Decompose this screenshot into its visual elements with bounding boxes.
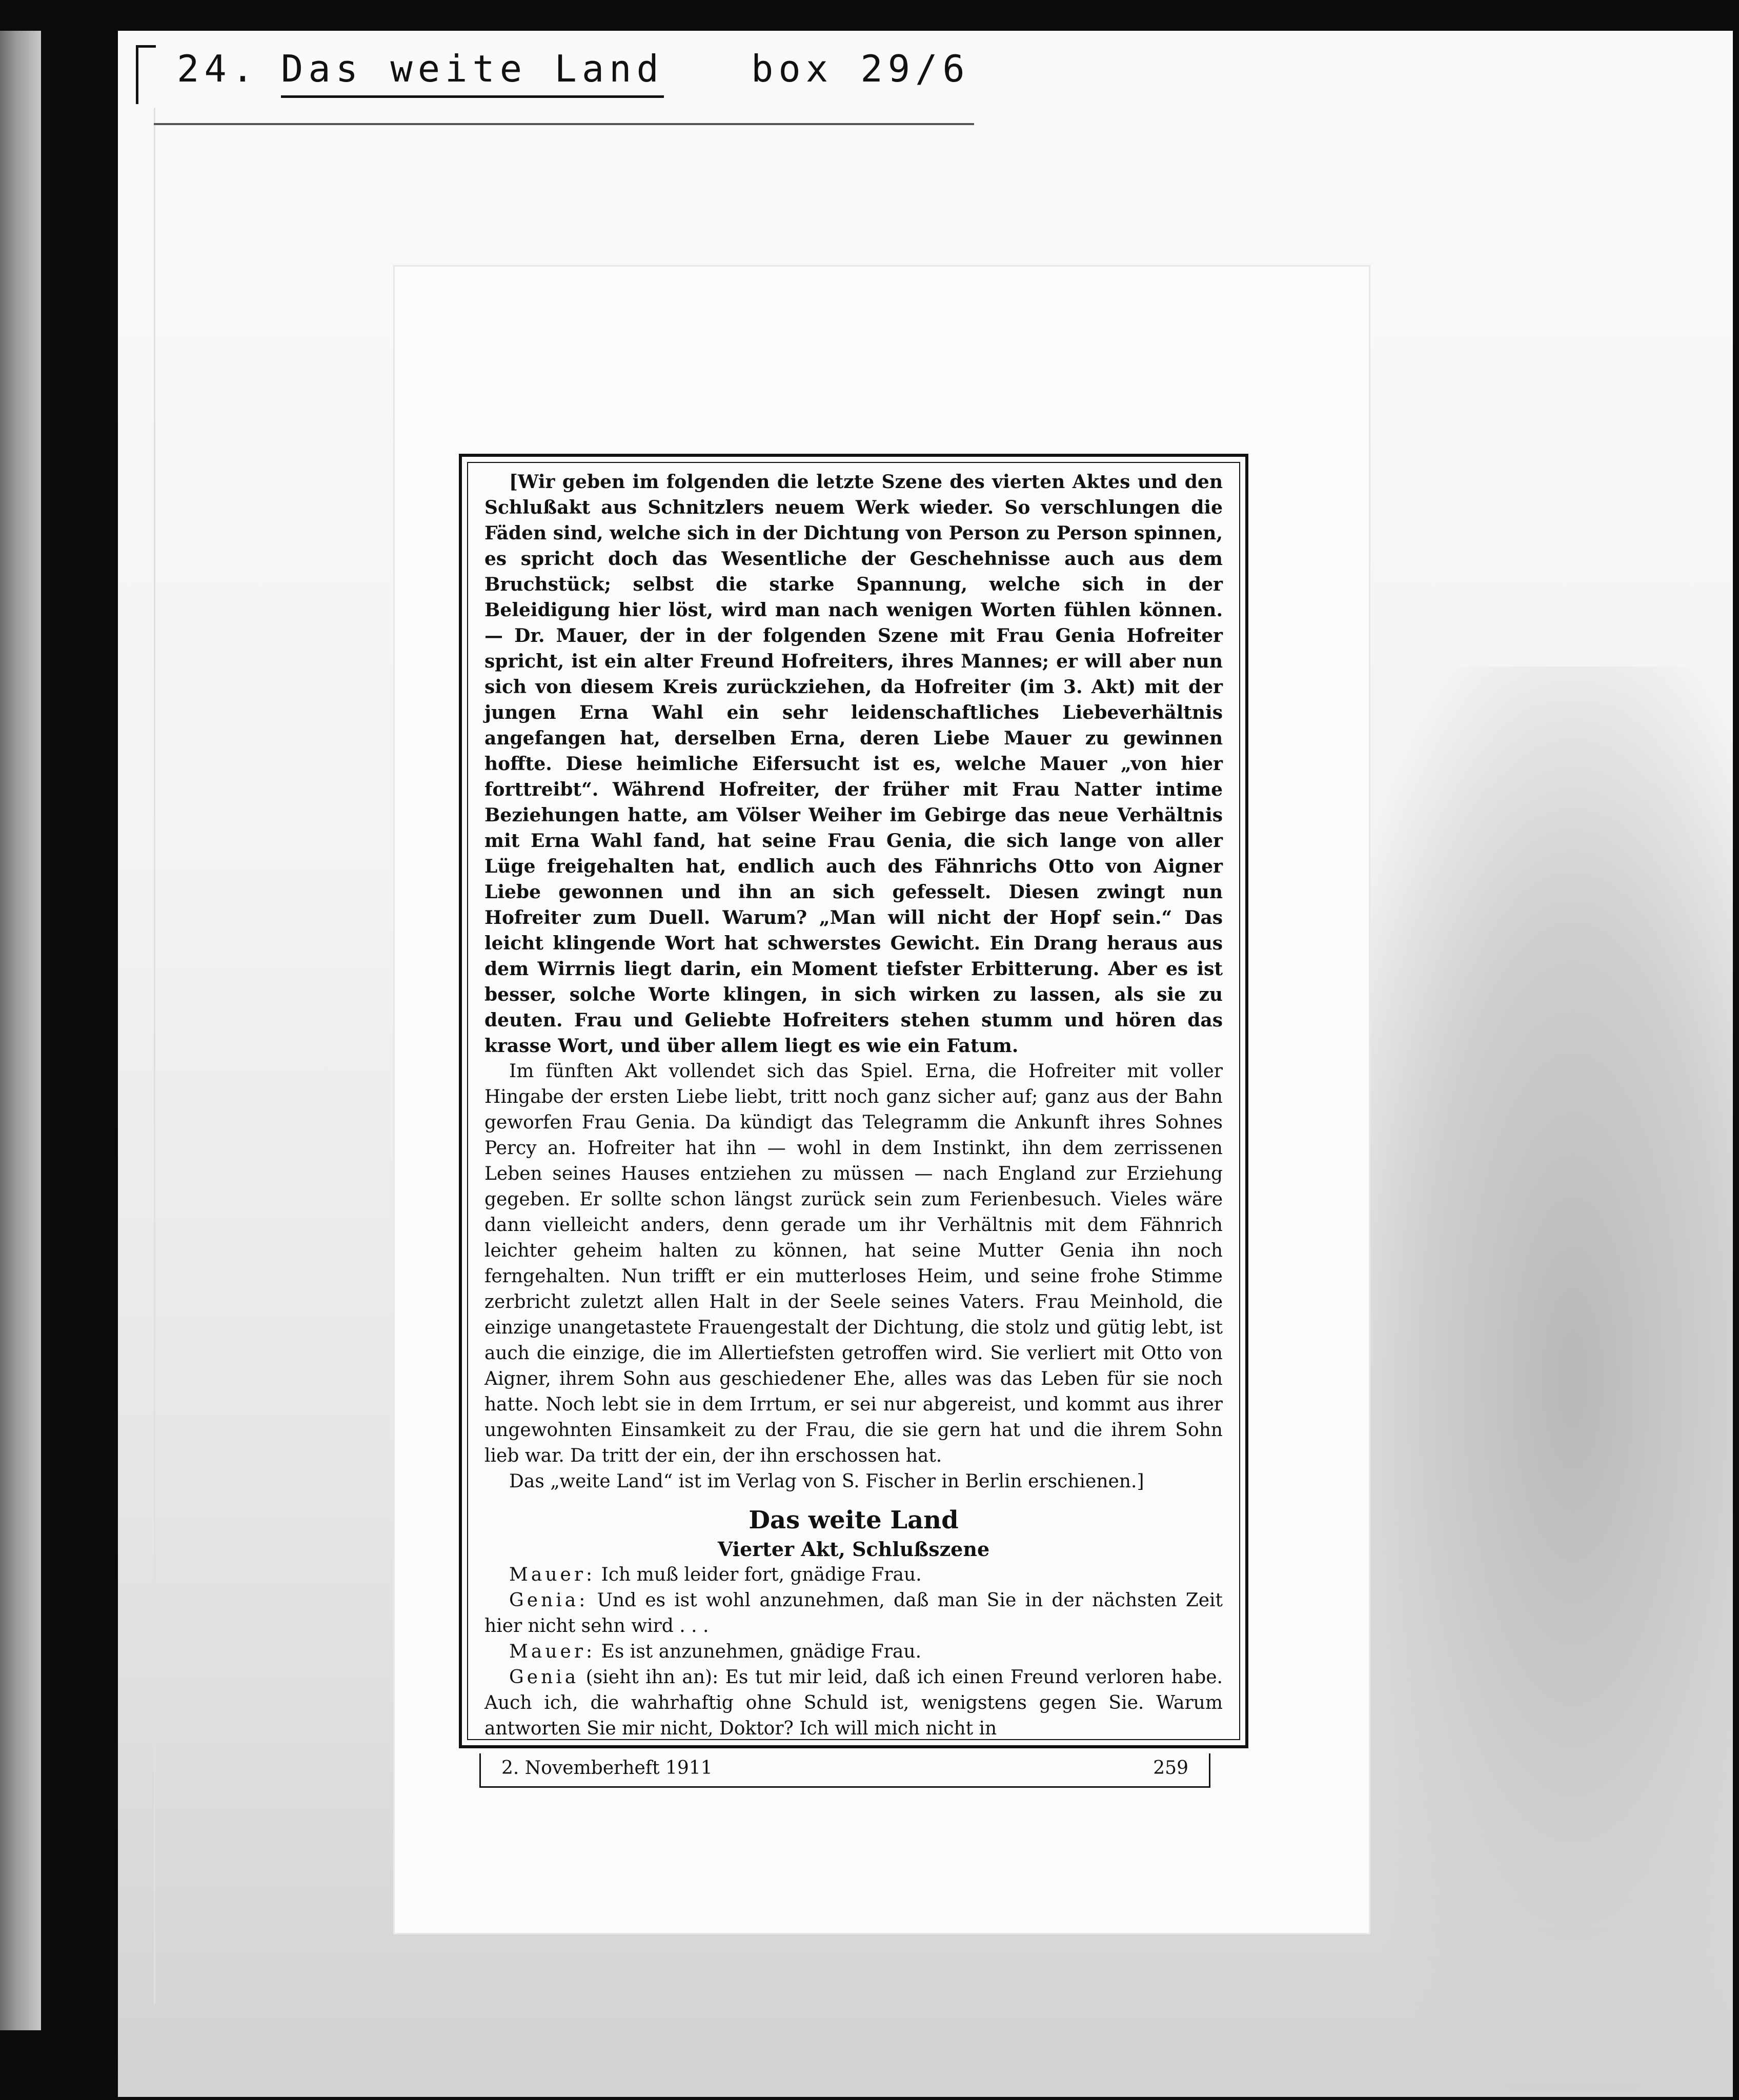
dialogue-line: [484, 1562, 1223, 1588]
box-label: box 29/6: [751, 47, 970, 90]
adjacent-page-scrap: [0, 31, 41, 2030]
intro-paragraph: Im fünften Akt vollendet sich das Spiel. Erna, die Hofreiter mit voller Hingabe der ersten Liebe liebt, tritt noch ganz sicher auf; ganz aus der Bahn geworfen Frau Genia. Da kündigt das Telegramm die Ankunft ihres Sohnes Percy an. Hofreiter hat ihn — wohl in dem Instinkt, ihn dem zerrissenen Leben seines Hauses entziehen zu müssen — nach England zur Erziehung gegeben. Er sollte schon längst zurück sein zum Ferienbesuch. Vieles wäre dann vielleicht anders, denn gerade um ihr Verhältnis mit dem Fähnrich leichter geheim halten zu können, hat seine Mutter Genia ihn noch ferngehalten. Nun trifft er ein mutterloses Heim, und seine frohe Stimme zerbricht zuletzt allen Halt in der Seele seines Vaters. Frau Meinhold, die einzige unangetastete Frauengestalt der Dichtung, die stolz und gütig lebt, ist auch die einzige, die im Allertiefsten getroffen wird. Sie verliert mit Otto von Aigner, ihrem Sohn aus geschiedener Ehe, alles was das Leben für sie noch hatte. Noch lebt sie in dem Irrtum, er sei nur abgereist, und kommt aus ihrer ungewohnten Einsamkeit zu der Frau, die sie gern hat und die ihrem Sohn lieb war. Da tritt der ein, der ihn erschossen hat.: [484, 1061, 1223, 1466]
intro-paragraph: Das „weite Land“ ist im Verlag von S. Fischer in Berlin erschienen.]: [509, 1471, 1144, 1492]
corner-bracket: [136, 45, 156, 104]
page-number: 259: [1153, 1758, 1188, 1779]
issue-label: 2. Novemberheft 1911: [501, 1758, 713, 1779]
dialogue-text: Und es ist wohl anzunehmen, daß man Sie in der nächsten Zeit hier nicht sehn wird . . .: [484, 1590, 1223, 1637]
speaker-name: Mauer:: [509, 1564, 596, 1585]
mount-shadow: [1333, 667, 1733, 2092]
speaker-name: Genia: [509, 1667, 579, 1688]
dialogue-text: Es ist anzunehmen, gnädige Frau.: [601, 1641, 922, 1662]
speaker-name: Genia:: [509, 1590, 589, 1611]
intro-paragraph: [Wir geben im folgenden die letzte Szene des vierten Aktes und den Schlußakt aus Schnitzlers neuem Werk wieder. So verschlungen die Fäden sind, welche sich in der Dichtung von Person zu Person spinnen, es spricht doch das Wesentliche der Geschehnisse auch aus dem Bruchstück; selbst die starke Spannung, welche sich in der Beleidigung hier löst, wird man nach wenigen Worten fühlen können. — Dr. Mauer, der in der folgenden Szene mit Frau Genia Hofreiter spricht, ist ein alter Freund Hofreiters, ihres Mannes; er will aber nun sich von diesem Kreis zurückziehen, da Hofreiter (im 3. Akt) mit der jungen Erna Wahl ein sehr leidenschaftliches Liebeverhältnis angefangen hat, derselben Erna, deren Liebe Mauer zu gewinnen hoffte. Diese heimliche Eifersucht ist es, welche Mauer „von hier forttreibt“. Während Hofreiter, der früher mit Frau Natter intime Beziehungen hatte, am Völser Weiher im Gebirge das neue Verhältnis mit Erna Wahl fand, hat seine Frau Genia, die sich lange von aller Lüge freigehalten hat, endlich auch des Fähnrichs Otto von Aigner Liebe gewonnen und ihn an sich gefesselt. Diesen zwingt nun Hofreiter zum Duell. Warum? „Man will nicht der Hopf sein.“ Das leicht klingende Wort hat schwerstes Gewicht. Ein Drang heraus aus dem Wirrnis liegt darin, ein Moment tiefster Erbitterung. Aber es ist besser, solche Worte klingen, in sich wirken zu lassen, als sie zu deuten. Frau und Geliebte Hofreiters stehen stumm und hören das krasse Wort, und über allem liegt es wie ein Fatum.: [484, 471, 1223, 1057]
dialogue-text: (sieht ihn an): Es tut mir leid, daß ich einen Freund verloren habe. Auch ich, die wahrhaftig ohne Schuld ist, wenigstens gegen Sie. Warum antworten Sie mir nicht, Doktor? Ich will mich nicht in: [484, 1667, 1223, 1739]
play-subtitle: Vierter Akt, Schlußszene: [717, 1538, 990, 1561]
article-intro: [484, 469, 1223, 1495]
speaker-name: Mauer:: [509, 1641, 596, 1662]
dialogue-line: [484, 1665, 1223, 1742]
header-rule: [154, 123, 974, 125]
item-title: Das weite Land: [281, 47, 664, 98]
dialogue-text: Ich muß leider fort, gnädige Frau.: [601, 1564, 922, 1585]
play-title: Das weite Land: [749, 1506, 959, 1534]
page-footer: [479, 1753, 1210, 1788]
dialogue-line: [484, 1588, 1223, 1639]
article-text: [484, 469, 1223, 1742]
item-number: 24.: [177, 47, 259, 90]
dialogue-line: [484, 1639, 1223, 1665]
